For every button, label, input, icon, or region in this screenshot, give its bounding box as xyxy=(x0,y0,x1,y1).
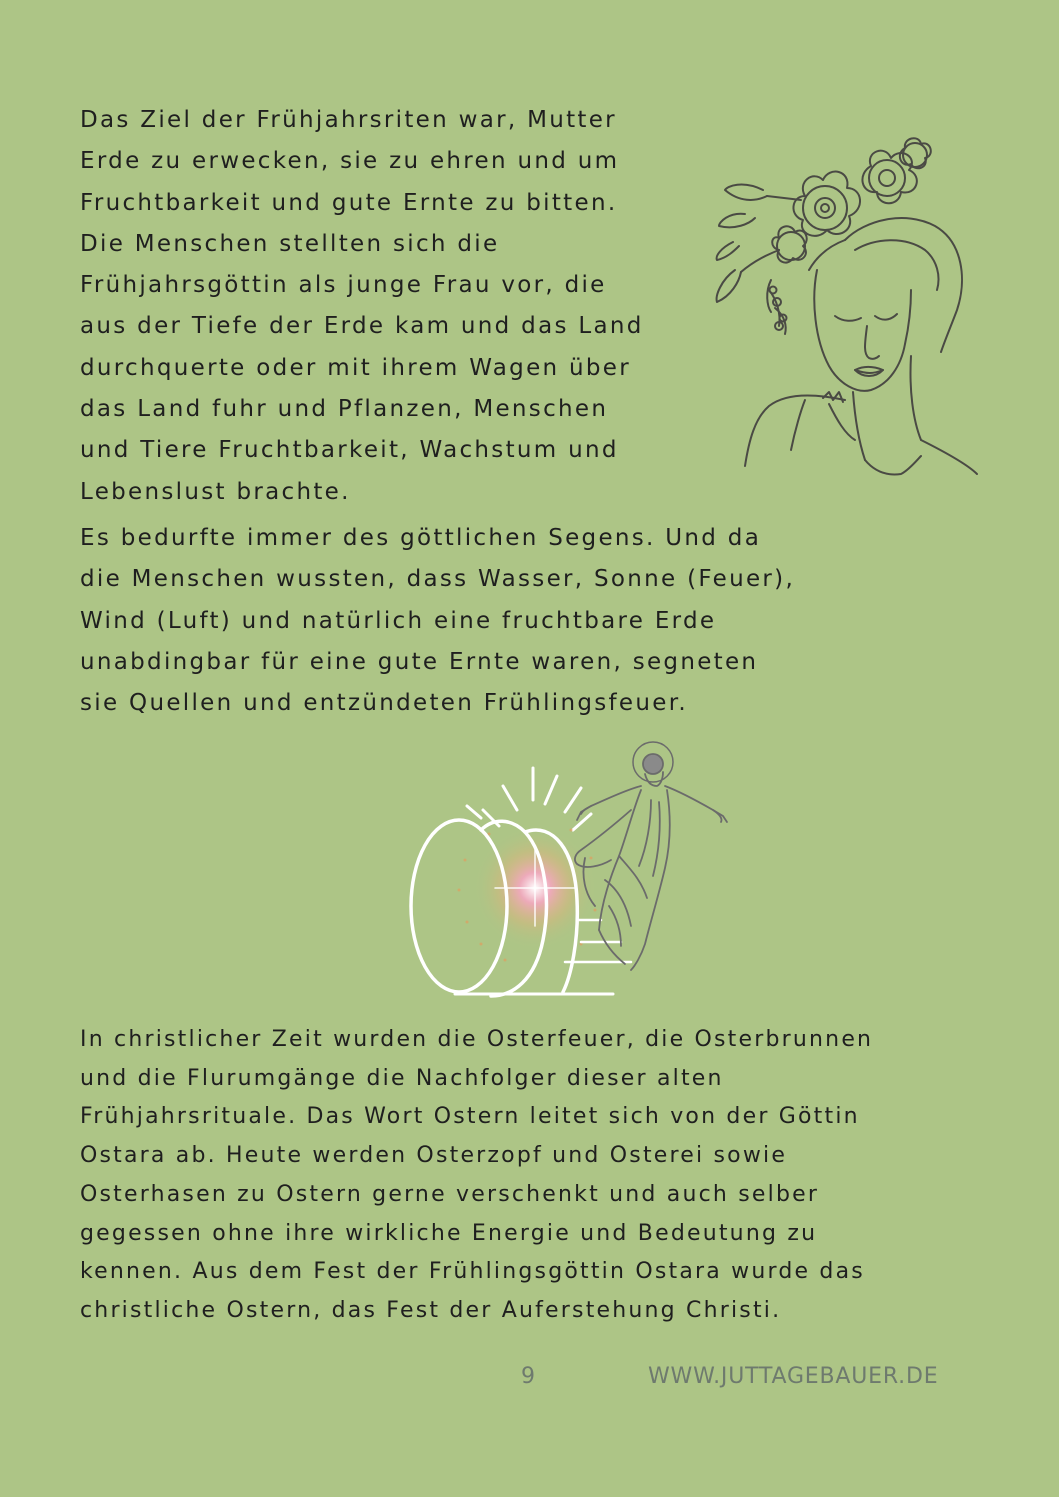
paragraph-line: Lebenslust brachte. xyxy=(80,478,351,505)
paragraph-line: und die Flurumgänge die Nachfolger dieser alten xyxy=(80,1065,724,1091)
paragraph-line: gegessen ohne ihre wirkliche Energie und Bedeutung zu xyxy=(80,1220,818,1246)
paragraph-line: kennen. Aus dem Fest der Frühlingsgöttin Ostara wurde das xyxy=(80,1259,865,1285)
paragraph-christliche-zeit xyxy=(80,1021,873,1331)
risen-christ-figure xyxy=(575,742,727,970)
paragraph-line: Fruchtbarkeit und gute Ernte zu bitten. xyxy=(80,189,618,216)
flower-crown xyxy=(717,138,931,334)
flower-crowned-woman-line-art-icon xyxy=(705,130,990,485)
hair-outline xyxy=(845,218,962,352)
page-number: 9 xyxy=(521,1364,536,1389)
paragraph-line: Frühjahrsrituale. Das Wort Ostern leitet sich von der Göttin xyxy=(80,1104,860,1130)
paragraph-goettlicher-segen xyxy=(80,518,795,724)
website-link[interactable]: WWW.JUTTAGEBAUER.DE xyxy=(648,1364,939,1389)
paragraph-line: durchquerte oder mit ihrem Wagen über xyxy=(80,354,631,381)
resurrection-empty-tomb-icon xyxy=(395,730,740,1005)
paragraph-line: Osterhasen zu Ostern gerne verschenkt und auch selber xyxy=(80,1181,820,1207)
face-outline xyxy=(814,270,911,391)
paragraph-line: christliche Ostern, das Fest der Auferstehung Christi. xyxy=(80,1297,782,1323)
paragraph-fruehjahrsriten xyxy=(80,100,644,513)
paragraph-line: Das Ziel der Frühjahrsriten war, Mutter xyxy=(80,107,617,133)
paragraph-line: In christlicher Zeit wurden die Osterfeuer, die Osterbrunnen xyxy=(80,1027,874,1052)
paragraph-line: Es bedurfte immer des göttlichen Segens. Und da xyxy=(80,525,762,551)
paragraph-line: unabdingbar für eine gute Ernte waren, segneten xyxy=(80,648,759,675)
paragraph-line: aus der Tiefe der Erde kam und das Land xyxy=(80,313,644,340)
paragraph-line: Erde zu erwecken, sie zu ehren und um xyxy=(80,148,620,175)
paragraph-line: die Menschen wussten, dass Wasser, Sonne (Feuer), xyxy=(80,566,796,593)
paragraph-line: sie Quellen und entzündeten Frühlingsfeuer. xyxy=(80,690,688,717)
paragraph-line: und Tiere Fruchtbarkeit, Wachstum und xyxy=(80,437,619,464)
paragraph-line: Die Menschen stellten sich die xyxy=(80,230,500,257)
paragraph-line: Ostara ab. Heute werden Osterzopf und Osterei sowie xyxy=(80,1143,788,1169)
paragraph-line: Wind (Luft) und natürlich eine fruchtbare Erde xyxy=(80,607,717,634)
light-rays xyxy=(467,768,591,830)
paragraph-line: Frühjahrsgöttin als junge Frau vor, die xyxy=(80,272,607,299)
paragraph-line: das Land fuhr und Pflanzen, Menschen xyxy=(80,396,609,423)
